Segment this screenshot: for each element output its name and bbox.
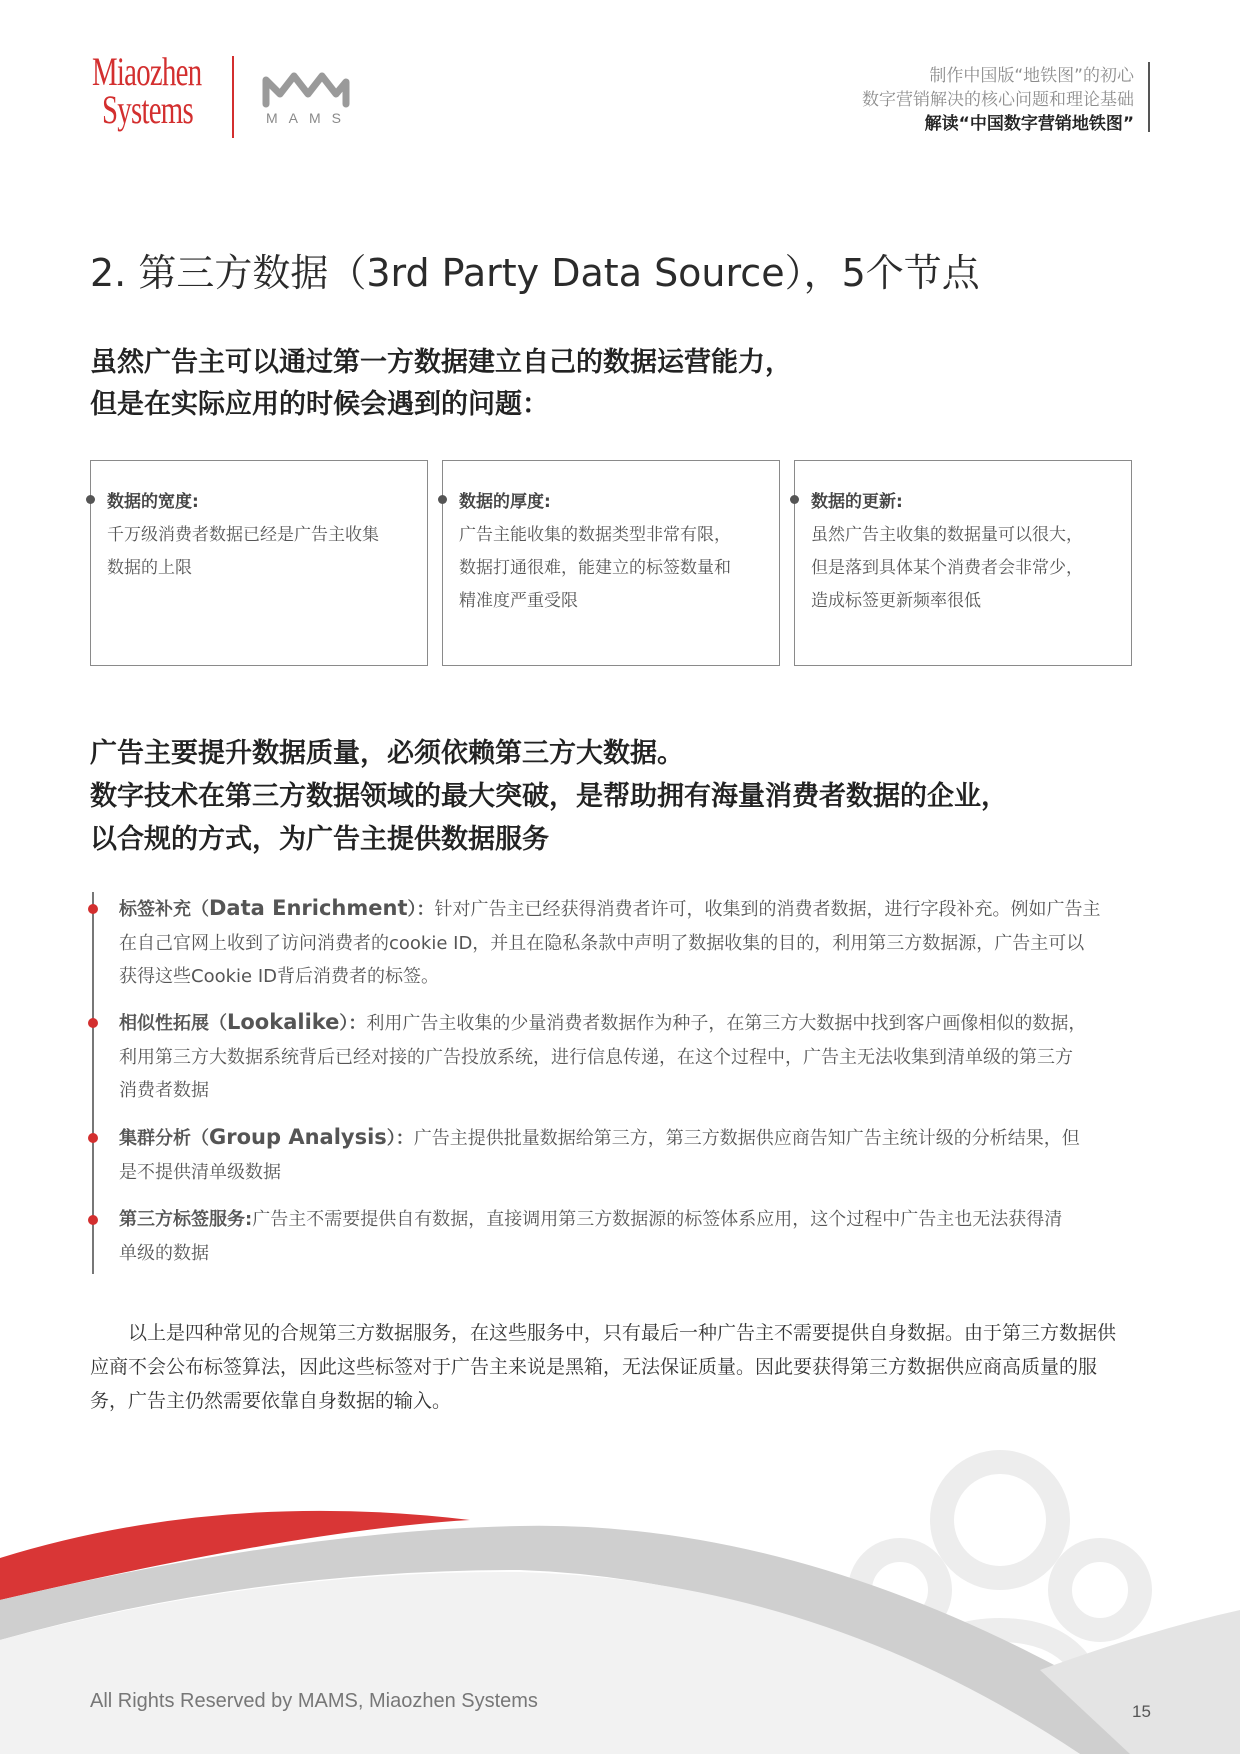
intro-line-2: 但是在实际应用的时候会遇到的问题： [90,389,549,420]
card-line: 广告主能收集的数据类型非常有限， [459,525,731,545]
item-line: 在自己官网上收到了访问消费者的cookie ID，并且在隐私条款中声明了数据收集的目的，利用第三方数据源，广告主可以 [119,932,1085,954]
miaozhen-logo [88,49,218,142]
intro-line-1: 虽然广告主可以通过第一方数据建立自己的数据运营能力， [90,347,792,378]
card-line: 但是落到具体某个消费者会非常少， [811,558,1083,578]
card-bullet-dot [790,495,799,504]
card-bullet-dot [86,495,95,504]
mams-logo [262,66,350,130]
card-line: 千万级消费者数据已经是广告主收集 [107,525,379,545]
item-title-cn: 相似性拓展（ [119,1013,227,1034]
item-line: 单级的数据 [119,1242,209,1264]
subheading-line-2: 数字技术在第三方数据领域的最大突破，是帮助拥有海量消费者数据的企业， [90,781,1008,812]
card-body [459,519,771,618]
item-title-cn: 第三方标签服务: [119,1209,253,1230]
section-title: 2. 第三方数据（3rd Party Data Source），5个节点 [90,251,980,295]
problem-cards [90,460,1132,666]
card-title: 数据的厚度: [459,492,551,512]
item-title-en: Data Enrichment [209,896,408,920]
item-line: 获得这些Cookie ID背后消费者的标签。 [119,966,439,987]
mams-logo-text: MAMS [266,110,352,126]
list-item-third-party-tag-service [119,1203,1149,1270]
card-body [811,519,1123,618]
summary-line-1: 以上是四种常见的合规第三方数据服务，在这些服务中，只有最后一种广告主不需要提供自身数据。由于第三 [128,1322,1041,1344]
header-line-2: 数字营销解决的核心问题和理论基础 [862,90,1134,110]
card-data-width [90,460,428,666]
item-line: 广告主不需要提供自有数据，直接调用第三方数据源的标签体系应用，这个过程中广告主也无法获得清 [252,1209,1063,1230]
list-item-data-enrichment [119,892,1149,994]
item-title-end: ）： [386,1128,414,1149]
item-line: 针对广告主已经获得消费者许可，收集到的消费者数据，进行字段补充。例如广告主 [434,899,1101,920]
item-title-end: ）： [407,899,435,920]
header-line-3: 解读“中国数字营销地铁图” [924,114,1134,134]
card-line: 造成标签更新频率很低 [811,591,981,611]
card-body [107,519,419,585]
summary-line-2: 方数据供应商不会公布标签算法，因此这些标签对于广告主来说是黑箱，无法保证质量。因此要获得第三方数据供 [90,1322,1117,1378]
header-line-1: 制作中国版“地铁图”的初心 [929,66,1134,86]
item-title-cn: 标签补充（ [119,899,209,920]
card-data-depth [442,460,780,666]
summary-line-3: 应商高质量的服务，广告主仍然需要依靠自身数据的输入。 [90,1356,1098,1412]
service-list [92,892,1152,1274]
bullet-dot [88,1018,98,1028]
card-line: 数据的上限 [107,558,192,578]
item-title-cn: 集群分析（ [119,1128,209,1149]
card-title: 数据的更新: [811,492,903,512]
item-title-end: ）： [339,1013,367,1034]
miaozhen-logo-line1: Miaozhen [92,49,202,94]
card-line: 数据打通很难，能建立的标签数量和 [459,558,731,578]
intro-text [90,342,1150,426]
card-line: 虽然广告主收集的数据量可以很大， [811,525,1083,545]
summary-paragraph [90,1316,1132,1418]
card-data-update [794,460,1132,666]
item-line: 消费者数据 [119,1080,209,1101]
bullet-dot [88,1133,98,1143]
list-item-group-analysis [119,1121,1149,1189]
item-line: 利用第三方大数据系统背后已经对接的广告投放系统，进行信息传递，在这个过程中，广告主无法收集到清单级的第三方 [119,1046,1073,1068]
bullet-dot [88,904,98,914]
card-title: 数据的宽度: [107,492,199,512]
item-line: 是不提供清单级数据 [119,1161,281,1183]
mams-logo-icon [262,66,350,110]
card-bullet-dot [438,495,447,504]
subheading-line-1: 广告主要提升数据质量，必须依赖第三方大数据。 [90,738,684,769]
subheading-line-3: 以合规的方式，为广告主提供数据服务 [90,824,549,855]
logo-divider [232,56,234,138]
header-bar [1148,62,1150,132]
header-taglines [674,64,1134,136]
miaozhen-logo-line2: Systems [102,87,193,132]
item-title-en: Lookalike [227,1010,340,1034]
page-number: 15 [1132,1702,1151,1721]
card-line: 精准度严重受限 [459,591,578,611]
item-title-en: Group Analysis [209,1125,387,1149]
footer-copyright: All Rights Reserved by MAMS, Miaozhen Systems [90,1690,538,1712]
subheading [90,732,1170,861]
bullet-dot [88,1215,98,1225]
item-line: 广告主提供批量数据给第三方，第三方数据供应商告知广告主统计级的分析结果，但 [413,1128,1080,1149]
item-line: 利用广告主收集的少量消费者数据作为种子，在第三方大数据中找到客户画像相似的数据， [366,1013,1087,1034]
list-item-lookalike [119,1006,1149,1108]
